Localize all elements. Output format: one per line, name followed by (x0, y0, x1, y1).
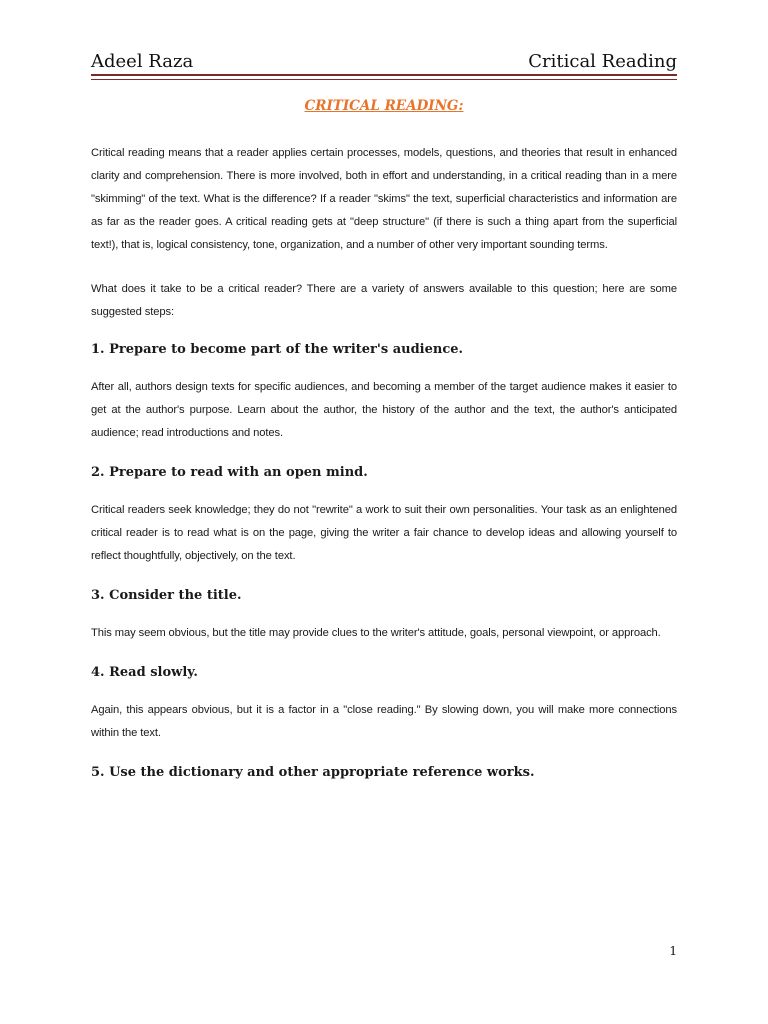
step-heading: 5. Use the dictionary and other appropriate reference works. (91, 765, 535, 780)
document-title: CRITICAL READING: (304, 98, 464, 114)
step-5 (91, 765, 677, 780)
document-body (91, 142, 677, 780)
intro-paragraph-2: What does it take to be a critical reader? There are a variety of answers available to this question; here are some suggested steps: (91, 283, 677, 318)
header-author: Adeel Raza (91, 51, 194, 72)
header-rule-thick (91, 74, 677, 76)
intro-paragraph-1: Critical reading means that a reader applies certain processes, models, questions, and theories that result in enhanced clarity and comprehension. There is more involved, both in effort and understanding, in a critical reading than in a mere "skimming" of the text. What is the difference? If a reader "skims" the text, superficial characteristics and information are as far as the reader goes. A critical reading gets at "deep structure" (if there is such a thing apart from the superficial text!), that is, logical consistency, tone, organization, and a number of other very important sounding terms. (91, 147, 677, 251)
step-body: Critical readers seek knowledge; they do not "rewrite" a work to suit their own personalities. Your task as an enlightened critical reader is to read what is on the page, giving the writer a fair chance to develop ideas and allowing yourself to reflect thoughtfully, objectively, on the text. (91, 504, 677, 562)
step-heading: 1. Prepare to become part of the writer's audience. (91, 342, 464, 357)
step-body: After all, authors design texts for specific audiences, and becoming a member of the target audience makes it easier to get at the author's purpose. Learn about the author, the history of the author and the text, the author's anticipated audience; read introductions and notes. (91, 381, 677, 439)
step-3 (91, 588, 677, 645)
step-1 (91, 342, 677, 445)
step-body: This may seem obvious, but the title may provide clues to the writer's attitude, goals, personal viewpoint, or approach. (91, 627, 661, 639)
step-4 (91, 665, 677, 745)
header-subject: Critical Reading (528, 51, 677, 72)
step-body: Again, this appears obvious, but it is a factor in a "close reading." By slowing down, you will make more connections within the text. (91, 704, 677, 739)
step-heading: 3. Consider the title. (91, 588, 242, 603)
step-heading: 4. Read slowly. (91, 665, 198, 680)
page-header (91, 46, 677, 72)
step-heading: 2. Prepare to read with an open mind. (91, 465, 368, 480)
step-2 (91, 465, 677, 568)
page-number: 1 (669, 944, 677, 958)
header-rule-thin (91, 79, 677, 80)
